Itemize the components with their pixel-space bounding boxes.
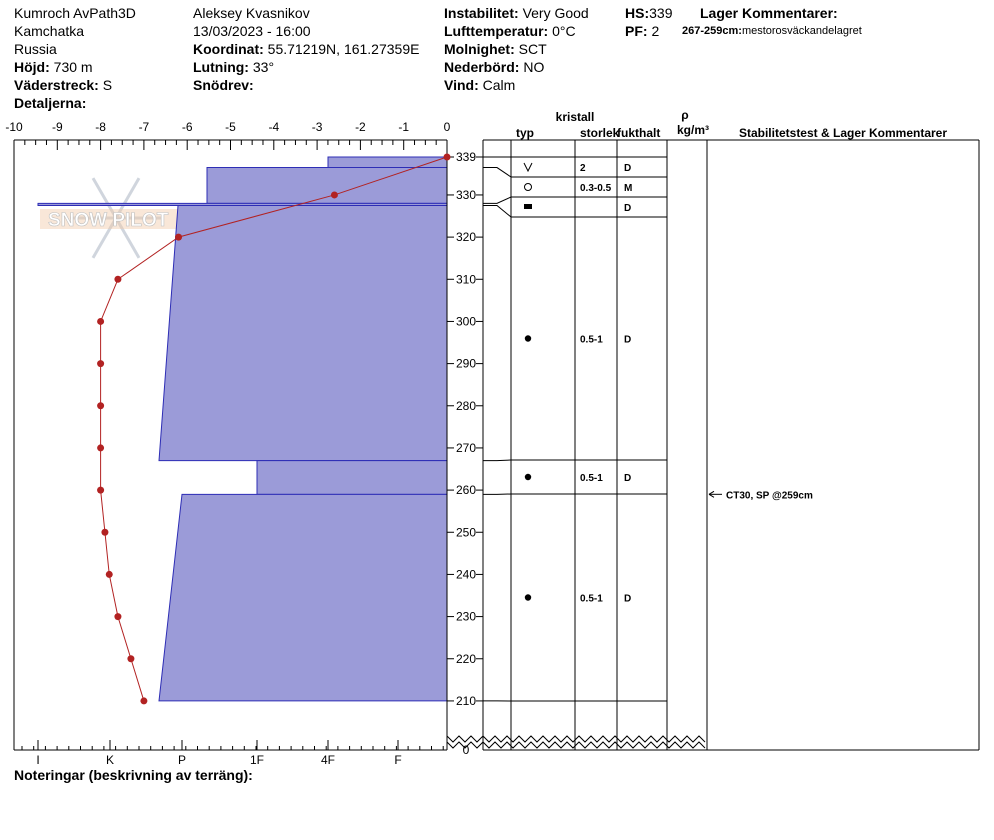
hs-value: 339 — [649, 5, 673, 21]
temp-tick-label: -8 — [95, 120, 106, 134]
temp-tick-label: -10 — [5, 120, 23, 134]
height-tick-label: 0 — [462, 743, 470, 757]
temp-tick-label: 0 — [443, 120, 451, 134]
airtemp-label: Lufttemperatur: — [444, 23, 549, 39]
instability-label: Instabilitet: — [444, 5, 519, 21]
axis-break-line — [447, 736, 705, 742]
sky-value: SCT — [518, 41, 547, 57]
hardness-tick-label: 1F — [249, 753, 265, 767]
height-tick-label: 339 — [455, 150, 477, 164]
height-tick-label: 320 — [455, 230, 477, 245]
column-header-rho: ρ — [681, 108, 689, 122]
table-connector-line — [483, 168, 511, 177]
slope-label: Lutning: — [193, 59, 249, 75]
hs-label: HS: — [625, 5, 650, 21]
drift-label: Snödrev: — [193, 77, 254, 93]
layer-comments-label: Lager Kommentarer: — [700, 5, 838, 21]
height-tick-label: 250 — [455, 525, 477, 540]
height-tick-label: 280 — [455, 398, 477, 413]
column-header-kristall: kristall — [555, 110, 595, 124]
height-tick-label: 210 — [455, 693, 477, 708]
temperature-point — [97, 402, 104, 409]
grain-size-value: 0.5-1 — [580, 334, 603, 346]
height-tick-label: 230 — [455, 609, 477, 624]
height-tick-label: 330 — [455, 187, 477, 202]
column-header-fukthalt: fukthalt — [617, 126, 661, 140]
elevation-value: 730 m — [53, 59, 93, 75]
temperature-point — [106, 571, 113, 578]
notes-label-text: Noteringar (beskrivning av terräng): — [14, 767, 253, 783]
column-header-storlek: storlek — [580, 126, 620, 140]
temp-tick-label: -9 — [51, 120, 63, 134]
table-connector-line — [483, 460, 511, 461]
moisture-value: D — [624, 334, 632, 346]
height-tick-label: 300 — [455, 314, 477, 329]
grain-crust-icon — [524, 204, 532, 209]
temperature-point — [444, 154, 451, 161]
pf-value: 2 — [651, 23, 660, 39]
wind-value: Calm — [482, 77, 516, 93]
temperature-point — [97, 318, 104, 325]
layer-comment-range: 267-259cm: — [682, 25, 742, 37]
height-tick-label: 240 — [455, 567, 477, 582]
coord-label: Koordinat: — [193, 41, 264, 57]
observation-datetime: 13/03/2023 - 16:00 — [193, 23, 311, 39]
column-header-stability: Stabilitetstest & Lager Kommentarer — [738, 126, 948, 140]
grain-rounded-icon — [525, 474, 531, 480]
hardness-tick-label: I — [36, 753, 40, 767]
temperature-point — [97, 444, 104, 451]
coord-value: 55.71219N, 161.27359E — [267, 41, 420, 57]
temp-tick-label: -4 — [268, 120, 280, 134]
details-label: Detaljerna: — [14, 95, 87, 111]
precip-value: NO — [523, 59, 545, 75]
height-tick-label: 270 — [455, 440, 477, 455]
pf-label: PF: — [625, 23, 648, 39]
temp-tick-label: -5 — [225, 120, 236, 134]
height-tick-label: 290 — [455, 356, 477, 371]
moisture-value: D — [624, 163, 632, 174]
moisture-value: M — [624, 183, 633, 194]
hardness-layer-3 — [159, 205, 447, 460]
temperature-point — [175, 234, 182, 241]
grain-rounded-icon — [525, 594, 531, 600]
temperature-point — [331, 191, 338, 198]
country-name: Russia — [14, 41, 57, 57]
layer-comment-text: mestorosväckandelagret — [741, 25, 862, 37]
aspect-label: Väderstreck: — [14, 77, 99, 93]
hardness-layer-1 — [207, 168, 447, 204]
table-connector-line — [483, 205, 511, 217]
temp-tick-label: -2 — [355, 120, 366, 134]
table-connector-line — [483, 197, 511, 203]
moisture-value: D — [624, 203, 632, 214]
grain-depth-hoar-icon — [524, 163, 532, 171]
column-header-typ: typ — [516, 126, 534, 140]
wind-label: Vind: — [444, 77, 479, 93]
temperature-point — [114, 613, 121, 620]
grain-size-value: 0.5-1 — [580, 473, 603, 484]
instability-value: Very Good — [522, 5, 589, 21]
watermark-text: SNOW PILOT — [48, 210, 169, 231]
axis-break-line — [447, 742, 705, 748]
stability-test-label: CT30, SP @259cm — [726, 490, 813, 502]
hardness-tick-label: 4F — [320, 753, 336, 767]
temp-tick-label: -1 — [398, 120, 410, 134]
location-name: Kumroch AvPath3D — [14, 5, 136, 21]
grain-size-value: 0.5-1 — [580, 593, 603, 605]
hardness-layer-4 — [257, 461, 447, 495]
hardness-layer-0 — [328, 157, 447, 168]
hardness-layer-5 — [159, 494, 447, 701]
grain-size-value: 0.3-0.5 — [580, 183, 612, 194]
airtemp-value: 0°C — [552, 23, 576, 39]
moisture-value: D — [624, 473, 632, 484]
moisture-value: D — [624, 593, 632, 605]
region-name: Kamchatka — [14, 23, 85, 39]
temperature-point — [101, 529, 108, 536]
hardness-tick-label: F — [394, 753, 402, 767]
hardness-tick-label: P — [177, 753, 187, 767]
temperature-point — [140, 697, 147, 704]
temp-tick-label: -7 — [138, 120, 150, 134]
temperature-point — [97, 487, 104, 494]
temperature-point — [97, 360, 104, 367]
elevation-label: Höjd: — [14, 59, 50, 75]
sky-label: Molnighet: — [444, 41, 515, 57]
slope-value: 33° — [252, 59, 275, 75]
temp-tick-label: -3 — [311, 120, 323, 134]
column-header-rho-unit: kg/m³ — [676, 123, 710, 137]
height-tick-label: 310 — [455, 272, 477, 287]
temperature-point — [127, 655, 134, 662]
grain-rounded-icon — [525, 335, 531, 341]
aspect-value: S — [102, 77, 113, 93]
height-tick-label: 220 — [455, 651, 477, 666]
grain-melt-icon — [525, 184, 532, 191]
grain-size-value: 2 — [580, 163, 586, 174]
temperature-point — [114, 276, 121, 283]
temp-tick-label: -6 — [181, 120, 193, 134]
hardness-tick-label: K — [105, 753, 115, 767]
height-tick-label: 260 — [455, 483, 477, 498]
observer-name: Aleksey Kvasnikov — [193, 5, 310, 21]
precip-label: Nederbörd: — [444, 59, 520, 75]
